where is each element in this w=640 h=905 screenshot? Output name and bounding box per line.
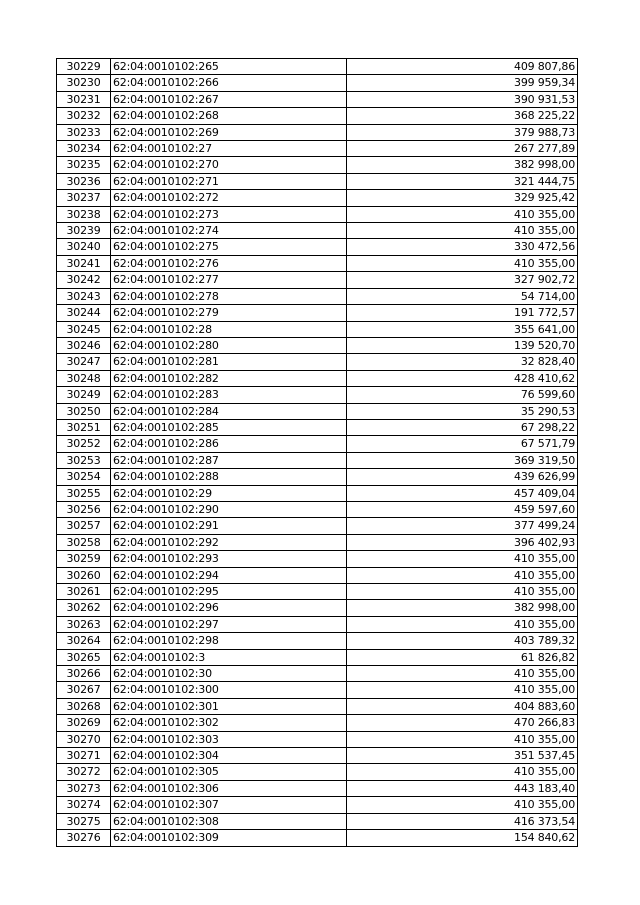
- cadastral-number-cell: 62:04:0010102:307: [111, 797, 347, 813]
- row-number-cell: 30246: [57, 337, 111, 353]
- table-row: [57, 551, 578, 567]
- cadastral-value-cell: 351 537,45: [347, 748, 578, 764]
- row-number-cell: 30243: [57, 288, 111, 304]
- row-number-cell: 30264: [57, 633, 111, 649]
- row-number-cell: 30252: [57, 436, 111, 452]
- cadastral-value-cell: 67 298,22: [347, 419, 578, 435]
- row-number-cell: 30270: [57, 731, 111, 747]
- cadastral-value-cell: 410 355,00: [347, 616, 578, 632]
- cadastral-number-cell: 62:04:0010102:275: [111, 239, 347, 255]
- cadastral-value-cell: 410 355,00: [347, 584, 578, 600]
- row-number-cell: 30232: [57, 108, 111, 124]
- cadastral-number-cell: 62:04:0010102:28: [111, 321, 347, 337]
- cadastral-value-cell: 54 714,00: [347, 288, 578, 304]
- row-number-cell: 30241: [57, 255, 111, 271]
- cadastral-value-cell: 154 840,62: [347, 830, 578, 846]
- row-number-cell: 30229: [57, 59, 111, 75]
- table-row: [57, 272, 578, 288]
- cadastral-value-cell: 410 355,00: [347, 666, 578, 682]
- cadastral-number-cell: 62:04:0010102:303: [111, 731, 347, 747]
- row-number-cell: 30265: [57, 649, 111, 665]
- cadastral-number-cell: 62:04:0010102:295: [111, 584, 347, 600]
- row-number-cell: 30261: [57, 584, 111, 600]
- cadastral-value-cell: 76 599,60: [347, 387, 578, 403]
- row-number-cell: 30238: [57, 206, 111, 222]
- cadastral-number-cell: 62:04:0010102:286: [111, 436, 347, 452]
- cadastral-value-cell: 410 355,00: [347, 567, 578, 583]
- cadastral-number-cell: 62:04:0010102:30: [111, 666, 347, 682]
- table-row: [57, 616, 578, 632]
- row-number-cell: 30250: [57, 403, 111, 419]
- row-number-cell: 30249: [57, 387, 111, 403]
- table-row: [57, 370, 578, 386]
- cadastral-value-cell: 457 409,04: [347, 485, 578, 501]
- cadastral-number-cell: 62:04:0010102:283: [111, 387, 347, 403]
- cadastral-number-cell: 62:04:0010102:273: [111, 206, 347, 222]
- table-row: [57, 666, 578, 682]
- row-number-cell: 30255: [57, 485, 111, 501]
- table-row: [57, 485, 578, 501]
- table-row: [57, 501, 578, 517]
- cadastral-value-cell: 377 499,24: [347, 518, 578, 534]
- table-row: [57, 715, 578, 731]
- cadastral-value-cell: 410 355,00: [347, 764, 578, 780]
- cadastral-number-cell: 62:04:0010102:282: [111, 370, 347, 386]
- table-row: [57, 518, 578, 534]
- table-row: [57, 387, 578, 403]
- cadastral-value-cell: 416 373,54: [347, 813, 578, 829]
- row-number-cell: 30275: [57, 813, 111, 829]
- cadastral-number-cell: 62:04:0010102:306: [111, 780, 347, 796]
- cadastral-value-cell: 329 925,42: [347, 190, 578, 206]
- row-number-cell: 30231: [57, 91, 111, 107]
- row-number-cell: 30236: [57, 173, 111, 189]
- cadastral-value-cell: 428 410,62: [347, 370, 578, 386]
- table-row: [57, 436, 578, 452]
- row-number-cell: 30271: [57, 748, 111, 764]
- cadastral-value-cell: 410 355,00: [347, 206, 578, 222]
- row-number-cell: 30273: [57, 780, 111, 796]
- table-row: [57, 419, 578, 435]
- cadastral-value-cell: 35 290,53: [347, 403, 578, 419]
- row-number-cell: 30245: [57, 321, 111, 337]
- cadastral-number-cell: 62:04:0010102:300: [111, 682, 347, 698]
- table-row: [57, 780, 578, 796]
- cadastral-value-cell: 267 277,89: [347, 141, 578, 157]
- table-row: [57, 830, 578, 846]
- cadastral-number-cell: 62:04:0010102:297: [111, 616, 347, 632]
- cadastral-value-cell: 390 931,53: [347, 91, 578, 107]
- table-row: [57, 288, 578, 304]
- cadastral-value-cell: 67 571,79: [347, 436, 578, 452]
- cadastral-value-cell: 409 807,86: [347, 59, 578, 75]
- cadastral-value-cell: 327 902,72: [347, 272, 578, 288]
- cadastral-number-cell: 62:04:0010102:285: [111, 419, 347, 435]
- cadastral-number-cell: 62:04:0010102:291: [111, 518, 347, 534]
- cadastral-value-cell: 382 998,00: [347, 157, 578, 173]
- cadastral-number-cell: 62:04:0010102:268: [111, 108, 347, 124]
- row-number-cell: 30242: [57, 272, 111, 288]
- cadastral-number-cell: 62:04:0010102:287: [111, 452, 347, 468]
- cadastral-value-cell: 439 626,99: [347, 469, 578, 485]
- row-number-cell: 30256: [57, 501, 111, 517]
- row-number-cell: 30239: [57, 223, 111, 239]
- cadastral-value-cell: 321 444,75: [347, 173, 578, 189]
- row-number-cell: 30258: [57, 534, 111, 550]
- cadastral-number-cell: 62:04:0010102:29: [111, 485, 347, 501]
- cadastral-number-cell: 62:04:0010102:276: [111, 255, 347, 271]
- cadastral-value-cell: 379 988,73: [347, 124, 578, 140]
- cadastral-value-cell: 369 319,50: [347, 452, 578, 468]
- row-number-cell: 30268: [57, 698, 111, 714]
- row-number-cell: 30247: [57, 354, 111, 370]
- row-number-cell: 30272: [57, 764, 111, 780]
- table-row: [57, 600, 578, 616]
- table-row: [57, 141, 578, 157]
- row-number-cell: 30235: [57, 157, 111, 173]
- row-number-cell: 30234: [57, 141, 111, 157]
- row-number-cell: 30276: [57, 830, 111, 846]
- table-row: [57, 305, 578, 321]
- cadastral-number-cell: 62:04:0010102:267: [111, 91, 347, 107]
- cadastral-number-cell: 62:04:0010102:288: [111, 469, 347, 485]
- table-row: [57, 534, 578, 550]
- table-row: [57, 354, 578, 370]
- row-number-cell: 30248: [57, 370, 111, 386]
- table-row: [57, 731, 578, 747]
- table-row: [57, 190, 578, 206]
- row-number-cell: 30267: [57, 682, 111, 698]
- cadastral-value-cell: 368 225,22: [347, 108, 578, 124]
- table-row: [57, 206, 578, 222]
- table-row: [57, 682, 578, 698]
- cadastral-number-cell: 62:04:0010102:271: [111, 173, 347, 189]
- cadastral-number-cell: 62:04:0010102:305: [111, 764, 347, 780]
- table-body: [57, 59, 578, 847]
- cadastral-value-cell: 399 959,34: [347, 75, 578, 91]
- cadastral-number-cell: 62:04:0010102:290: [111, 501, 347, 517]
- table-row: [57, 764, 578, 780]
- row-number-cell: 30269: [57, 715, 111, 731]
- cadastral-number-cell: 62:04:0010102:309: [111, 830, 347, 846]
- cadastral-value-cell: 330 472,56: [347, 239, 578, 255]
- cadastral-value-cell: 410 355,00: [347, 223, 578, 239]
- table-row: [57, 59, 578, 75]
- row-number-cell: 30259: [57, 551, 111, 567]
- table-row: [57, 173, 578, 189]
- table-row: [57, 239, 578, 255]
- cadastral-number-cell: 62:04:0010102:294: [111, 567, 347, 583]
- row-number-cell: 30263: [57, 616, 111, 632]
- cadastral-value-cell: 191 772,57: [347, 305, 578, 321]
- row-number-cell: 30237: [57, 190, 111, 206]
- table-row: [57, 157, 578, 173]
- cadastral-number-cell: 62:04:0010102:302: [111, 715, 347, 731]
- table-row: [57, 91, 578, 107]
- row-number-cell: 30274: [57, 797, 111, 813]
- table-row: [57, 321, 578, 337]
- cadastral-number-cell: 62:04:0010102:27: [111, 141, 347, 157]
- table-row: [57, 124, 578, 140]
- cadastral-number-cell: 62:04:0010102:308: [111, 813, 347, 829]
- table-row: [57, 469, 578, 485]
- row-number-cell: 30230: [57, 75, 111, 91]
- row-number-cell: 30240: [57, 239, 111, 255]
- table-row: [57, 649, 578, 665]
- cadastral-number-cell: 62:04:0010102:279: [111, 305, 347, 321]
- cadastral-value-cell: 32 828,40: [347, 354, 578, 370]
- row-number-cell: 30251: [57, 419, 111, 435]
- row-number-cell: 30266: [57, 666, 111, 682]
- cadastral-value-cell: 410 355,00: [347, 682, 578, 698]
- table-row: [57, 584, 578, 600]
- row-number-cell: 30244: [57, 305, 111, 321]
- row-number-cell: 30257: [57, 518, 111, 534]
- table-row: [57, 223, 578, 239]
- cadastral-number-cell: 62:04:0010102:277: [111, 272, 347, 288]
- row-number-cell: 30260: [57, 567, 111, 583]
- cadastral-number-cell: 62:04:0010102:292: [111, 534, 347, 550]
- cadastral-number-cell: 62:04:0010102:298: [111, 633, 347, 649]
- cadastral-value-cell: 443 183,40: [347, 780, 578, 796]
- cadastral-value-cell: 61 826,82: [347, 649, 578, 665]
- cadastral-number-cell: 62:04:0010102:266: [111, 75, 347, 91]
- row-number-cell: 30254: [57, 469, 111, 485]
- cadastral-number-cell: 62:04:0010102:272: [111, 190, 347, 206]
- cadastral-value-cell: 382 998,00: [347, 600, 578, 616]
- cadastral-number-cell: 62:04:0010102:296: [111, 600, 347, 616]
- cadastral-value-cell: 404 883,60: [347, 698, 578, 714]
- cadastral-value-cell: 410 355,00: [347, 551, 578, 567]
- table-row: [57, 567, 578, 583]
- cadastral-number-cell: 62:04:0010102:265: [111, 59, 347, 75]
- cadastral-value-table: [56, 58, 578, 847]
- cadastral-number-cell: 62:04:0010102:284: [111, 403, 347, 419]
- cadastral-value-cell: 470 266,83: [347, 715, 578, 731]
- cadastral-number-cell: 62:04:0010102:301: [111, 698, 347, 714]
- cadastral-value-cell: 396 402,93: [347, 534, 578, 550]
- table-row: [57, 698, 578, 714]
- cadastral-value-cell: 459 597,60: [347, 501, 578, 517]
- table-row: [57, 813, 578, 829]
- cadastral-number-cell: 62:04:0010102:269: [111, 124, 347, 140]
- table-row: [57, 108, 578, 124]
- table-row: [57, 255, 578, 271]
- cadastral-value-cell: 410 355,00: [347, 731, 578, 747]
- row-number-cell: 30253: [57, 452, 111, 468]
- cadastral-value-cell: 403 789,32: [347, 633, 578, 649]
- cadastral-value-cell: 410 355,00: [347, 255, 578, 271]
- row-number-cell: 30233: [57, 124, 111, 140]
- cadastral-value-cell: 355 641,00: [347, 321, 578, 337]
- table-row: [57, 633, 578, 649]
- table-row: [57, 403, 578, 419]
- cadastral-number-cell: 62:04:0010102:270: [111, 157, 347, 173]
- cadastral-number-cell: 62:04:0010102:293: [111, 551, 347, 567]
- table-row: [57, 748, 578, 764]
- cadastral-number-cell: 62:04:0010102:278: [111, 288, 347, 304]
- table-row: [57, 452, 578, 468]
- cadastral-number-cell: 62:04:0010102:281: [111, 354, 347, 370]
- row-number-cell: 30262: [57, 600, 111, 616]
- cadastral-value-cell: 410 355,00: [347, 797, 578, 813]
- table-row: [57, 75, 578, 91]
- cadastral-value-cell: 139 520,70: [347, 337, 578, 353]
- cadastral-number-cell: 62:04:0010102:274: [111, 223, 347, 239]
- cadastral-number-cell: 62:04:0010102:3: [111, 649, 347, 665]
- cadastral-number-cell: 62:04:0010102:304: [111, 748, 347, 764]
- table-row: [57, 337, 578, 353]
- cadastral-number-cell: 62:04:0010102:280: [111, 337, 347, 353]
- table-row: [57, 797, 578, 813]
